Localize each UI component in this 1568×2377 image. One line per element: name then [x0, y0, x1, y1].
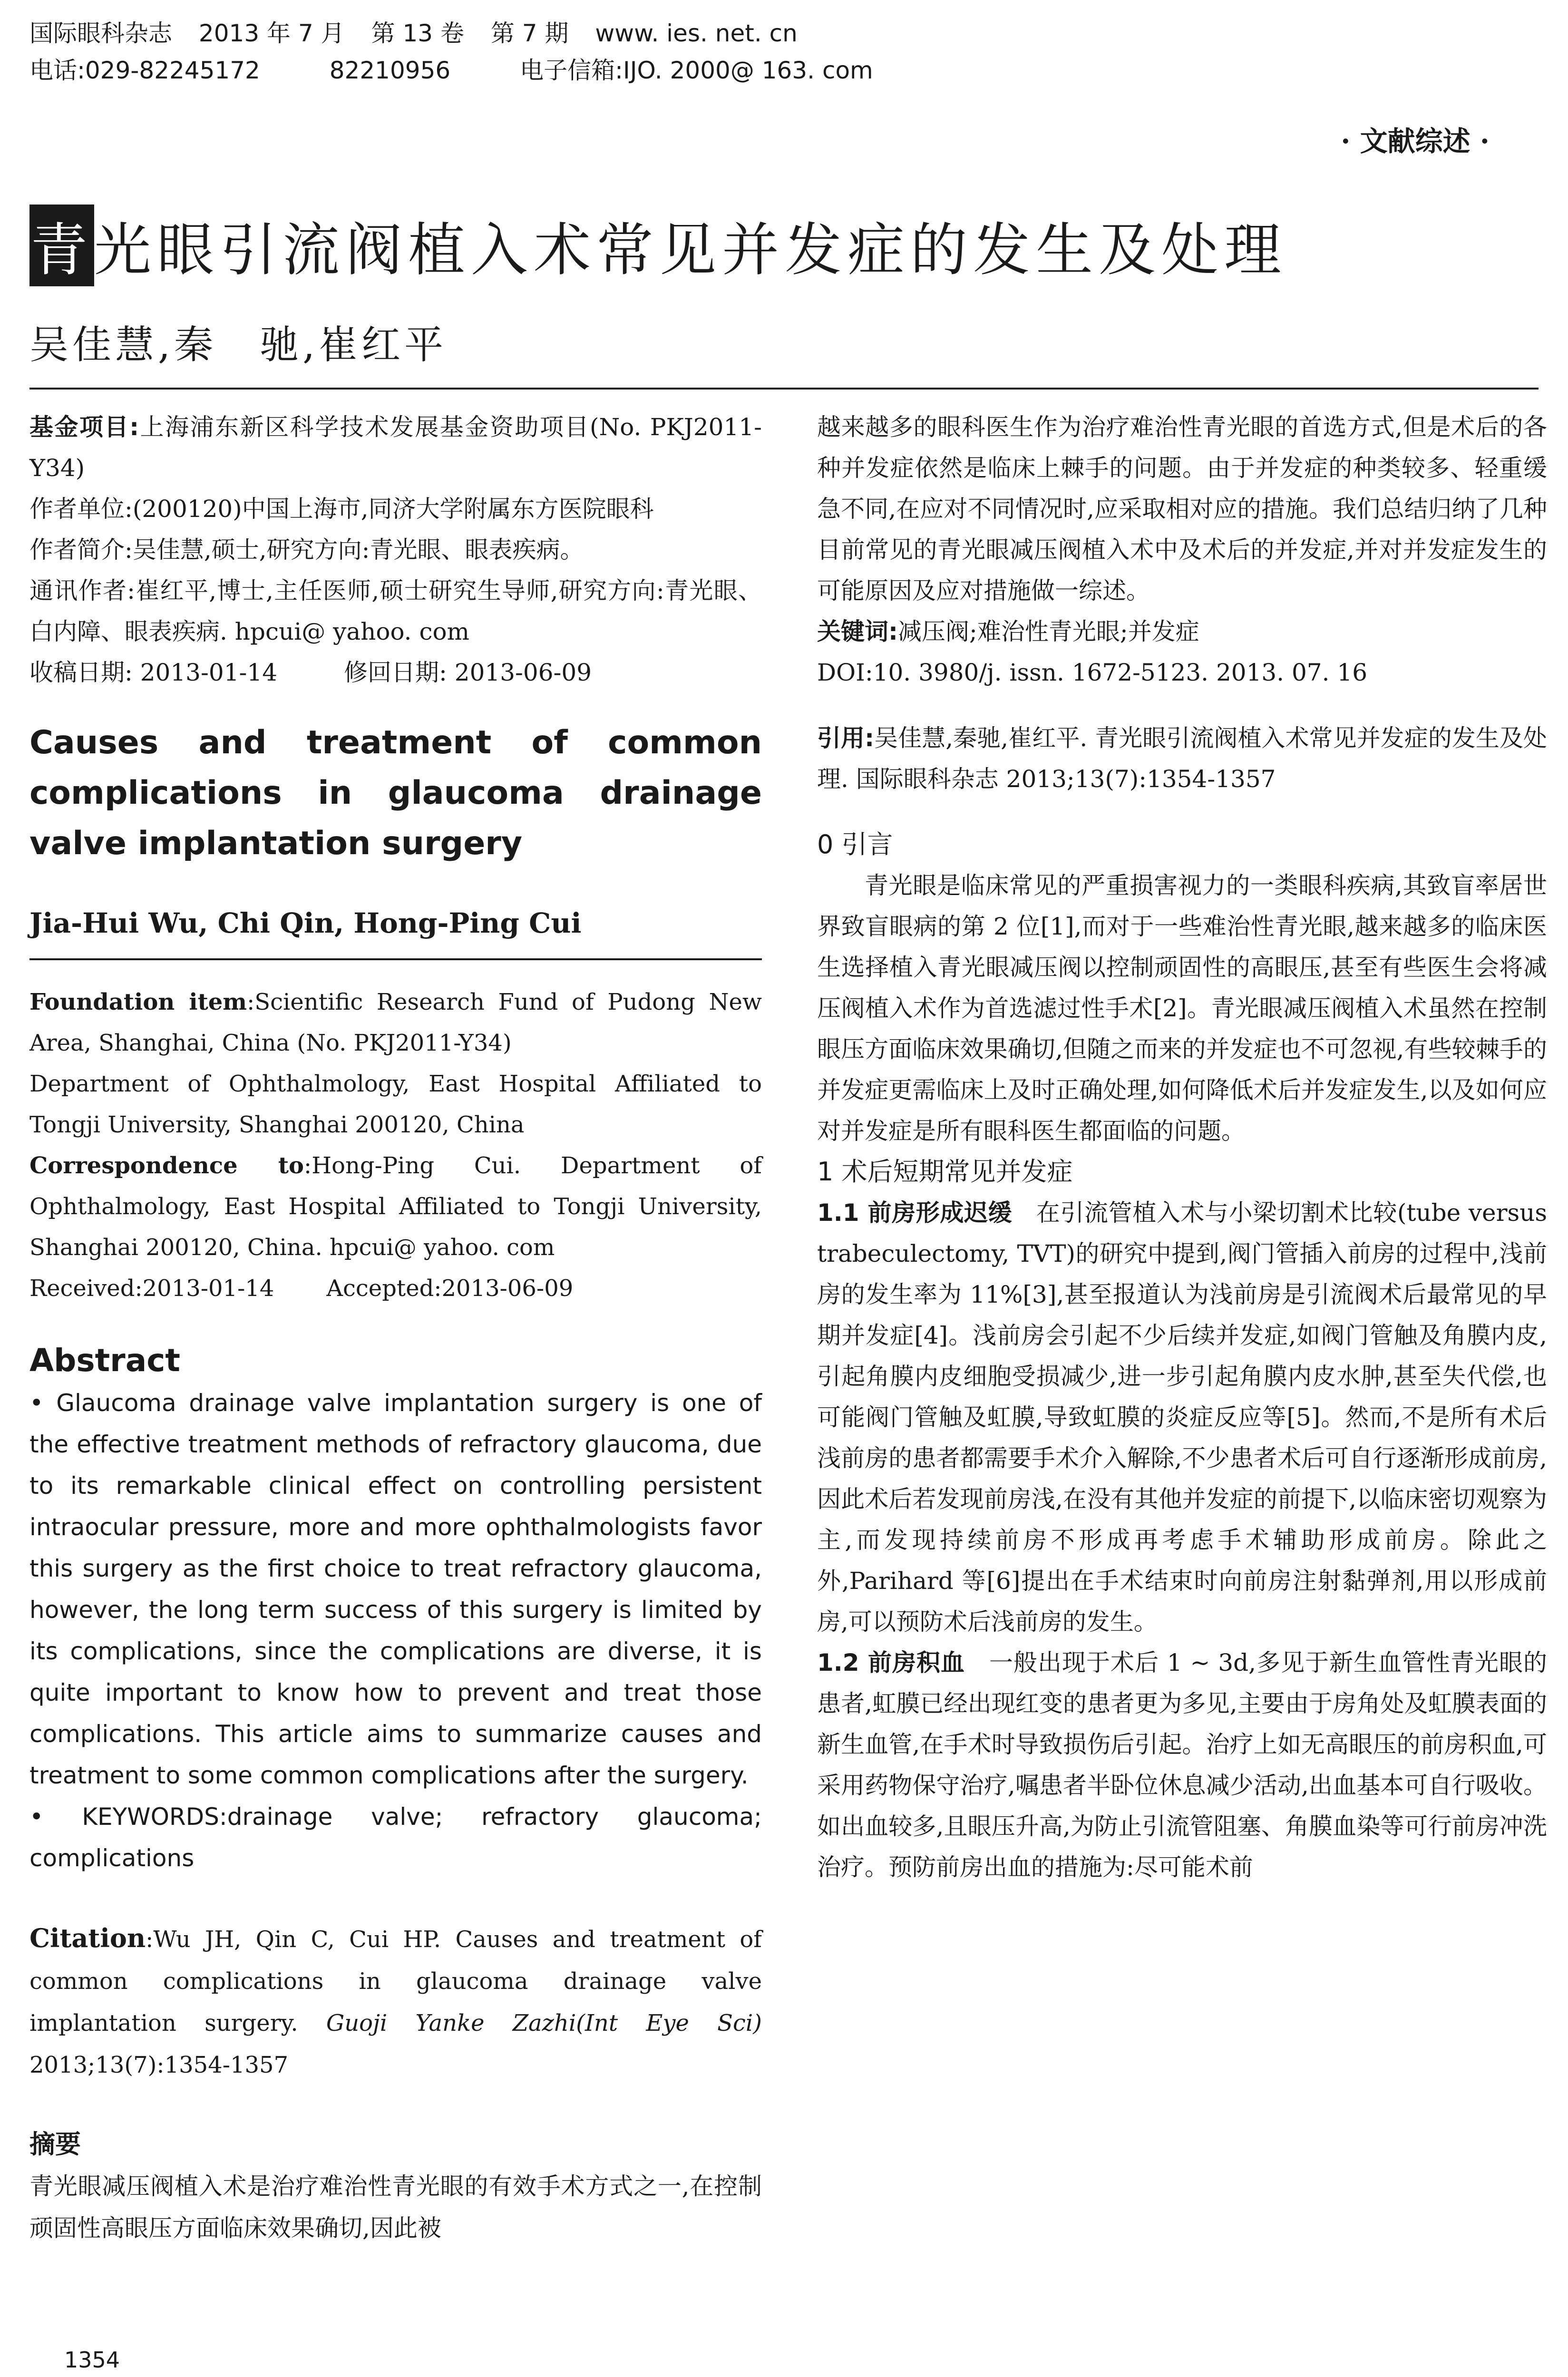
department: Department of Ophthalmology, East Hospital Affiliated to Tongji University, Shanghai 200120, China [29, 1071, 762, 1138]
accepted-en: Accepted:2013-06-09 [326, 1275, 574, 1302]
dates-zh [29, 652, 762, 693]
zh-abstract-heading: 摘要 [29, 2129, 81, 2159]
left-column [29, 407, 762, 2249]
article-title [29, 205, 1287, 286]
subsection-1-2-heading: 1.2 前房积血 [817, 1649, 965, 1676]
abstract-text: • Glaucoma drainage valve implantation surgery is one of the effective treatment methods of refractory glaucoma, due to its remarkable clinical effect on controlling persistent intraocular pressure, more and more ophthalmologists favor this surgery as the first choice to treat refractory glaucoma, however, the long term success of this surgery is limited by its complications, since the complications are diverse, it is quite important to know how to prevent and treat those complications. This article aims to summarize causes and treatment to some common complications after the surgery. [29, 1389, 762, 1789]
title-first-char: 青 [29, 205, 94, 286]
cite-text: 吴佳慧,秦驰,崔红平. 青光眼引流阀植入术常见并发症的发生及处理. 国际眼科杂志 2013;13(7):1354-1357 [817, 724, 1547, 793]
issue-date: 2013 年 7 月 [198, 19, 345, 47]
intro-paragraph: 青光眼是临床常见的严重损害视力的一类眼科疾病,其致盲率居世界致盲眼病的第 2 位[1],而对于一些难治性青光眼,越来越多的临床医生选择植入青光眼减压阀以控制顽固性的高眼压,甚至有些医生会将减压阀植入术作为首选滤过性手术[2]。青光眼减压阀植入术虽然在控制眼压方面临床效果确切,但随之而来的并发症也不可忽视,有些较棘手的并发症更需临床上及时正确处理,如何降低术后并发症发生,以及如何应对并发症是所有眼科医生都面临的问题。 [817, 872, 1547, 1145]
fund-text: 上海浦东新区科学技术发展基金资助项目(No. PKJ2011-Y34) [29, 413, 762, 482]
author-unit: 作者单位:(200120)中国上海市,同济大学附属东方医院眼科 [29, 495, 654, 523]
received-date: 收稿日期: 2013-01-14 [29, 659, 278, 686]
section-0-heading: 0 引言 [817, 829, 893, 859]
foundation-item [29, 982, 762, 1063]
subsection-1-1-heading: 1.1 前房形成迟缓 [817, 1199, 1013, 1227]
english-title: Causes and treatment of common complications in glaucoma drainage valve implantation surgery [29, 724, 762, 862]
phone-2: 82210956 [329, 57, 451, 84]
keywords-text: 减压阀;难治性青光眼;并发症 [898, 618, 1199, 645]
phone: 电话:029-82245172 [29, 57, 260, 84]
right-column [817, 407, 1547, 1888]
doi: DOI:10. 3980/j. issn. 1672-5123. 2013. 07. 16 [817, 659, 1368, 686]
subsection-1-2 [817, 1642, 1547, 1888]
received-en: Received:2013-01-14 [29, 1275, 274, 1302]
citation-en [29, 1917, 762, 2086]
authors-zh: 吴佳慧,秦 驰,崔红平 [29, 322, 448, 368]
zh-abstract-text: 青光眼减压阀植入术是治疗难治性青光眼的有效手术方式之一,在控制顽固性高眼压方面临床效果确切,因此被 [29, 2172, 762, 2242]
page-number: 1354 [64, 2347, 120, 2373]
authors-divider [29, 958, 762, 960]
author-bio: 作者简介:吴佳慧,硕士,研究方向:青光眼、眼表疾病。 [29, 536, 584, 564]
keywords-zh [817, 611, 1547, 652]
subsection-1-2-text: 一般出现于术后 1 ~ 3d,多见于新生血管性青光眼的患者,虹膜已经出现红变的患者更为多见,主要由于房角处及虹膜表面的新生血管,在手术时导致损伤后引起。治疗上如无高眼压的前房积血,可采用药物保守治疗,嘱患者半卧位休息减少活动,出血基本可自行吸收。如出血较多,且眼压升高,为防止引流管阻塞、角膜血染等可行前房冲洗治疗。预防前房出血的措施为:尽可能术前 [817, 1649, 1547, 1881]
section-tag: · 文献综述 · [1341, 125, 1490, 157]
corresponding-author: 通讯作者:崔红平,博士,主任医师,硕士研究生导师,研究方向:青光眼、白内障、眼表疾病. hpcui@ yahoo. com [29, 577, 762, 645]
journal-header-line-1 [29, 14, 817, 49]
title-divider [29, 388, 1539, 390]
title-rest: 光眼引流阀植入术常见并发症的发生及处理 [94, 217, 1287, 283]
cite-zh [817, 718, 1547, 799]
citation-journal: Guoji Yanke Zazhi(Int Eye Sci) [326, 2010, 762, 2036]
journal-header-line-2 [29, 51, 892, 86]
journal-name: 国际眼科杂志 [29, 19, 172, 47]
citation-text: :Wu JH, Qin C, Cui HP. Causes and treatment of common complications in glaucoma drainage valve implantation surgery. [29, 1926, 762, 2036]
english-authors: Jia-Hui Wu, Chi Qin, Hong-Ping Cui [29, 907, 582, 939]
abstract-heading: Abstract [29, 1342, 180, 1379]
foundation-text: :Scientific Research Fund of Pudong New Area, Shanghai, China (No. PKJ2011-Y34) [29, 989, 762, 1056]
keywords-en: • KEYWORDS:drainage valve; refractory glaucoma; complications [29, 1803, 762, 1872]
website: www. ies. net. cn [595, 19, 798, 47]
subsection-1-1 [817, 1192, 1547, 1642]
volume: 第 13 卷 [371, 19, 464, 47]
cite-label: 引用: [817, 724, 875, 752]
correspondence [29, 1145, 762, 1268]
zh-abstract-continued: 越来越多的眼科医生作为治疗难治性青光眼的首选方式,但是术后的各种并发症依然是临床上棘手的问题。由于并发症的种类较多、轻重缓急不同,在应对不同情况时,应采取相对应的措施。我们总结归纳了几种目前常见的青光眼减压阀植入术中及术后的并发症,并对并发症发生的可能原因及应对措施做一综述。 [817, 413, 1547, 604]
fund-label: 基金项目: [29, 413, 139, 441]
subsection-1-1-text: 在引流管植入术与小梁切割术比较(tube versus trabeculectomy, TVT)的研究中提到,阀门管插入前房的过程中,浅前房的发生率为 11%[3],甚至报道认为浅前房是引流阀术后最常见的早期并发症[4]。浅前房会引起不少后续并发症,如阀门管触及角膜内皮,引起角膜内皮细胞受损减少,进一步引起角膜内皮水肿,甚至失代偿,也可能阀门管触及虹膜,导致虹膜的炎症反应等[5]。然而,不是所有术后浅前房的患者都需要手术介入解除,不少患者术后可自行逐渐形成前房,因此术后若发现前房浅,在没有其他并发症的前提下,以临床密切观察为主,而发现持续前房不形成再考虑手术辅助形成前房。除此之外,Parihard 等[6]提出在手术结束时向前房注射黏弹剂,用以形成前房,可以预防术后浅前房的发生。 [817, 1199, 1547, 1636]
keywords-label: 关键词: [817, 618, 898, 645]
foundation-label: Foundation item [29, 989, 247, 1015]
citation-label: Citation [29, 1923, 146, 1953]
section-1-heading: 1 术后短期常见并发症 [817, 1157, 1073, 1187]
correspondence-label: Correspondence to [29, 1152, 304, 1179]
fund-info [29, 407, 762, 488]
correspondence-text: :Hong-Ping Cui. Department of Ophthalmology, East Hospital Affiliated to Tongji University, Shanghai 200120, China. hpcui@ yahoo. com [29, 1152, 762, 1261]
issue: 第 7 期 [490, 19, 569, 47]
citation-tail: 2013;13(7):1354-1357 [29, 2052, 289, 2078]
revised-date: 修回日期: 2013-06-09 [344, 659, 592, 686]
dates-en [29, 1268, 762, 1309]
email: 电子信箱:IJO. 2000@ 163. com [520, 57, 873, 84]
